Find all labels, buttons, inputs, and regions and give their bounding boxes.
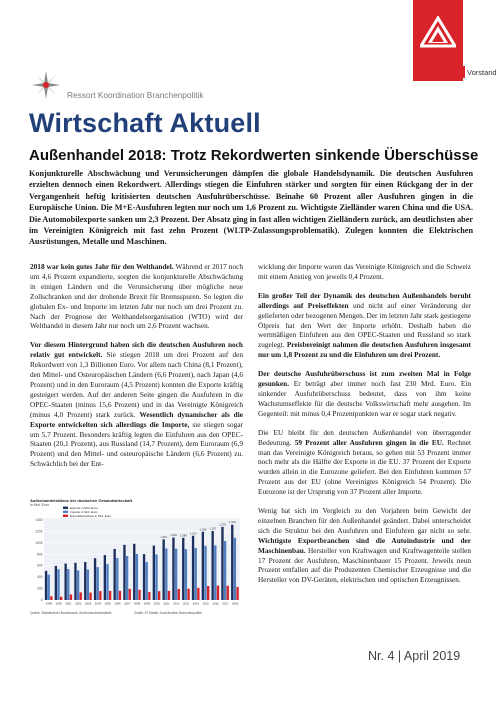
chart-x-tick-label: 2017	[222, 601, 229, 606]
chart-bar	[162, 539, 164, 600]
paragraph	[30, 340, 243, 469]
chart-title: Außenhandelsbilanz der deutschen Gesamtwirtschaft	[30, 498, 133, 503]
paragraph-text: Rechnet man das Vereinigte Königreich heraus, so gehen mit 53 Prozent immer noch mehr als die Hälfte der Exporte in die EU. 37 Prozent der Exporte wurden allein in die Eurozone geliefert. Bei den Einfuhren kommen 57 Prozent aus der EU (ohne Vereinigtes Königreich 54 Prozent). Die Eurozone ist der Ursprung von 37 Prozent aller Importe.	[258, 437, 471, 497]
chart-bar	[175, 549, 177, 600]
paragraph-text: Er beträgt aber immer noch fast 230 Mrd. Euro. Ein sinkender Ausfuhrüberschuss bedeutet, dass von ihm keine Wachstumseffekte für die deutsche Volkswirtschaft mehr ausgehen. Im Gegenteil: mit minus 0,4 Prozentpunkten war er sogar stark negativ.	[258, 379, 471, 418]
chart-y-tick-label: 1200	[35, 529, 43, 534]
chart-bar	[67, 569, 69, 600]
chart-x-tick-label: 1999	[45, 601, 53, 606]
chart-ylabel: in Mrd. Euro	[30, 503, 50, 507]
chart-bar	[178, 589, 180, 600]
paragraph-text: wicklung der Importe waren das Vereinigte Königreich und die Schweiz mit einem Anstieg von jeweils 0,4 Prozent.	[258, 262, 471, 281]
chart-bar	[99, 591, 101, 600]
chart-bar	[182, 538, 184, 600]
chart-x-tick-label: 2013	[182, 601, 190, 606]
chart-credit: Grafik: IG Metall, Koordination Branchenpolitik	[134, 611, 202, 615]
chart-bar	[48, 575, 50, 600]
chart-bar	[236, 587, 238, 600]
chart-data-label: 1.318	[229, 521, 236, 525]
logo-triangle-icon	[420, 16, 456, 56]
paragraph	[258, 262, 471, 282]
chart-bar	[168, 591, 170, 600]
chart-y-tick-label: 600	[37, 563, 43, 568]
chart-bar	[136, 554, 138, 600]
chart-bar	[214, 545, 216, 600]
paragraph-lead: Der deutsche Ausfuhrüberschuss ist zum zweiten Mal in Folge gesunken.	[258, 369, 471, 389]
chart-bar	[80, 592, 82, 600]
chart-x-tick-label: 2012	[173, 601, 180, 606]
chart-data-label: 1.279	[219, 523, 226, 527]
chart-bar	[197, 588, 199, 600]
chart-x-tick-label: 2009	[143, 601, 151, 606]
chart-bar	[204, 546, 206, 600]
paragraph-text: Wenig hat sich im Vergleich zu den Vorjahren beim Gewicht der einzelnen Branchen für den Außenhandel geändert. Dabei unterscheidet sich die Struktur bei den Ausfuhren und Einfuhren gar nicht so sehr.	[258, 506, 471, 535]
chart-bar	[133, 544, 135, 600]
paragraph	[258, 369, 471, 419]
chart-data-label: 1.088	[180, 534, 187, 538]
paragraph-text: Hersteller von Kraftwagen und Kraftwagenteile stellen 17 Prozent der Ausfuhren, Maschinenbauer 15 Prozent. Jeweils neun Prozent entfallen auf die Produzenten Chemischer Erzeugnisse und die Hersteller von DV-Geräten, elektrischen und optischen Erzeugnissen.	[258, 545, 471, 585]
chart-x-tick-label: 2016	[212, 601, 219, 606]
paragraph-lead: Ein großer Teil der Dynamik des deutschen Außenhandels beruht allerdings auf Preiseffekten	[258, 290, 471, 310]
chart-x-tick-label: 2010	[153, 601, 160, 606]
paragraph-text: Sie stiegen 2018 um drei Prozent auf den Rekordwert von 1,3 Billionen Euro. Vor allem nach China (8,1 Prozent), den Mittel- und Osteuropäischen Ländern (6,6 Prozent), nach Japan (4,6 Prozent) und in den Euroraum (4,5 Prozent) konnten die Exporte kräftig gesteigert werden. Auf der anderen Seite gingen die Ausfuhren in die OPEC-Staaten (minus 15,6 Prozent) und in das Vereinigte Königreich (minus 4,0 Prozent) stark zurück.	[30, 350, 243, 419]
chart-x-tick-label: 2011	[163, 601, 170, 606]
chart-bar	[202, 532, 204, 600]
paragraph	[30, 262, 243, 331]
chart-bar	[57, 569, 59, 600]
chart-bar	[172, 538, 174, 600]
ig-metall-logo	[413, 0, 463, 81]
chart-bar	[221, 527, 223, 600]
chart-x-tick-label: 2018	[231, 601, 239, 606]
paragraph-text: und nicht auf einer Veränderung der gelieferten oder bezogenen Mengen. Der im letzten Jahr stark gestiegene Ölpreis hat den Wert der Importe erhöht. Deshalb haben die wertmäßigen Einfuhren aus den OPEC-Staaten und Russland so stark zugelegt.	[258, 300, 471, 350]
chart-bar	[165, 548, 167, 600]
chart-bar	[207, 586, 209, 600]
chart-bar	[77, 570, 79, 600]
chart-y-tick-label: 400	[37, 575, 43, 580]
chart-data-label: 1.124	[189, 532, 197, 536]
chart-source: Quelle: Statistisches Bundesamt, Außenhandelsstatistik	[30, 611, 112, 615]
chart-bar	[195, 548, 197, 600]
chart-bar	[94, 558, 96, 600]
chart-x-tick-label: 2001	[65, 601, 72, 606]
paragraph	[258, 506, 471, 585]
chart-x-tick-label: 2007	[124, 601, 131, 606]
chart-legend-label: Exportüberschuss in Mrd. Euro	[70, 514, 112, 518]
page-title: Wirtschaft Aktuell	[29, 108, 261, 138]
chart-y-tick-label: 200	[37, 586, 43, 591]
chart-bar	[126, 556, 128, 600]
org-label: Vorstand	[467, 68, 497, 77]
paragraph-highlight: Wesentlich dynamischer als die Exporte entwickelten sich allerdings die Importe,	[30, 409, 244, 429]
chart-bar	[231, 525, 233, 600]
chart-bar	[45, 571, 47, 600]
chart-bar	[97, 567, 99, 600]
chart-legend-label: Importe in Mrd. Euro	[70, 510, 98, 514]
paragraph-text: Während er 2017 noch um 4,6 Prozent expandierte, sorgten die konjunkturelle Abschwächung in einigen Ländern und die Verunsicherung über mögliche neue Zollschranken und der drohende Brexit für Bremsspuren. So legten die globalen Ex- und Importe im letzten Jahr nur noch um drei Prozent zu. Nach der Prognose der Welthandelsorganisation (WTO) wird der Welthandel in diesem Jahr nur noch um 2,6 Prozent wachsen.	[30, 262, 243, 331]
chart-bar	[70, 595, 72, 600]
chart-bar	[87, 569, 89, 600]
chart-bar	[55, 566, 57, 600]
paragraph-lead: 2018 war kein gutes Jahr für den Welthandel.	[30, 262, 174, 271]
right-column	[258, 262, 471, 594]
chart-bar	[146, 562, 148, 600]
chart-bar	[143, 554, 145, 600]
chart-bar	[227, 586, 229, 600]
chart-bar	[153, 546, 155, 600]
chart-bar	[104, 555, 106, 600]
chart-legend-label: Exporte in Mrd. Euro	[70, 506, 98, 510]
vorstand-divider	[463, 66, 465, 78]
chart-data-label: 1.061	[160, 535, 168, 539]
chart-y-tick-label: 1000	[35, 540, 43, 545]
chart-bar	[123, 545, 125, 600]
chart-x-tick-label: 2005	[104, 601, 111, 606]
chart-bar	[138, 590, 140, 600]
paragraph-text: sie stiegen sogar um 5,7 Prozent. Besonders kräftig legten die Einfuhren aus den OPEC-Staaten (20,1 Prozent), aus Russland (14,7 Prozent), dem Euroraum (6,9 Prozent) und den Mittel- und osteuropäische Ländern (6,6 Prozent) zu. Schwächlich bei der Ent-	[30, 419, 243, 469]
chart-x-tick-label: 2014	[192, 601, 200, 606]
chart-bar	[60, 597, 62, 600]
article-lead: Konjunkturelle Abschwächung und Verunsicherungen dämpfen die globale Handelsdynamik. Die deutschen Ausfuhren erzielten dennoch einen Rekordwert. Allerdings stiegen die Einfuhren stärker und sorgten für einen Rückgang der in der Vergangenheit heftig kritisierten deutschen Ausfuhrüberschüsse. Beinahe 60 Prozent aller Ausfuhren gingen in die Europäische Union. Die M+E-Ausfuhren legten nur noch um 1,6 Prozent zu. Wichtigste Zielländer waren China und die USA. Die Automobilexporte sanken um 2,3 Prozent. Der Absatz ging in fast allen wichtigen Zielländern zurück, am deutlichsten aber im Vereinigten Königreich mit fast zehn Prozent (WLTP-Zulassungsproblematik). Zulegen konnten die Elektrischen Ausrüstungen, Metalle und Maschinen.	[29, 169, 473, 247]
chart-x-tick-label: 2006	[114, 601, 121, 606]
chart-data-label: 1.207	[209, 527, 217, 531]
chart-x-tick-label: 2003	[84, 601, 92, 606]
chart-data-label: 1.194	[199, 528, 207, 532]
chart-x-tick-label: 2002	[75, 601, 82, 606]
paragraph	[258, 428, 471, 497]
chart-bar	[148, 592, 150, 600]
chart-bar	[84, 562, 86, 600]
chart-sources	[30, 611, 243, 615]
chart-bar	[234, 538, 236, 600]
chart-canvas	[30, 498, 243, 610]
chart-legend-swatch	[63, 507, 68, 509]
chart-bar	[74, 563, 76, 600]
chart-x-tick-label: 2000	[55, 601, 62, 606]
chart-bar	[185, 549, 187, 600]
chart-bar	[155, 554, 157, 600]
chart-x-tick-label: 2015	[202, 601, 209, 606]
chart-bar	[64, 564, 66, 600]
issue-number: Nr. 4 | April 2019	[368, 649, 461, 663]
chart-bar	[158, 591, 160, 600]
chart-bar	[224, 541, 226, 600]
paragraph-highlight: Wichtigste Exportbranchen sind die Autoindustrie und der Maschinenbau.	[258, 535, 471, 555]
left-column	[30, 262, 243, 478]
chart-bar	[50, 596, 52, 600]
chart-y-tick-label: 1400	[35, 518, 43, 522]
paragraph-highlight: Preisbereinigt nahmen die deutschen Ausfuhren insgesamt nur um 1,8 Prozent zu und die Einfuhren um drei Prozent.	[258, 340, 471, 360]
paragraph-lead: Vor diesem Hintergrund haben sich die deutschen Ausfuhren noch relativ gut entwickelt.	[30, 340, 243, 360]
chart-bar	[89, 593, 91, 600]
article-subtitle: Außenhandel 2018: Trotz Rekordwerten sinkende Überschüsse	[29, 147, 479, 164]
trade-balance-chart	[30, 498, 243, 610]
chart-bar	[116, 558, 118, 600]
chart-bar	[113, 549, 115, 600]
chart-bar	[192, 536, 194, 600]
chart-bar	[217, 586, 219, 600]
paragraph-text: Die EU bleibt für den deutschen Außenhandel von überragender Bedeutung.	[258, 427, 471, 447]
chart-legend-swatch	[63, 515, 68, 517]
chart-bar	[119, 591, 121, 600]
ressort-star-icon	[31, 70, 61, 100]
chart-y-tick-label: 800	[37, 552, 43, 557]
chart-bar	[187, 589, 189, 600]
chart-data-label: 1.093	[170, 534, 177, 538]
chart-bar	[211, 531, 213, 600]
chart-y-tick-label: 0	[40, 598, 43, 602]
chart-x-tick-label: 2004	[94, 601, 102, 606]
ressort-label: Ressort Koordination Branchenpolitik	[67, 90, 204, 100]
chart-bar	[109, 591, 111, 600]
chart-legend-swatch	[63, 511, 68, 513]
chart-bar	[106, 564, 108, 600]
paragraph	[258, 291, 471, 360]
paragraph-highlight: 59 Prozent aller Ausfuhren gingen in die EU.	[294, 437, 444, 447]
chart-bar	[129, 589, 131, 600]
chart-x-tick-label: 2008	[133, 601, 141, 606]
